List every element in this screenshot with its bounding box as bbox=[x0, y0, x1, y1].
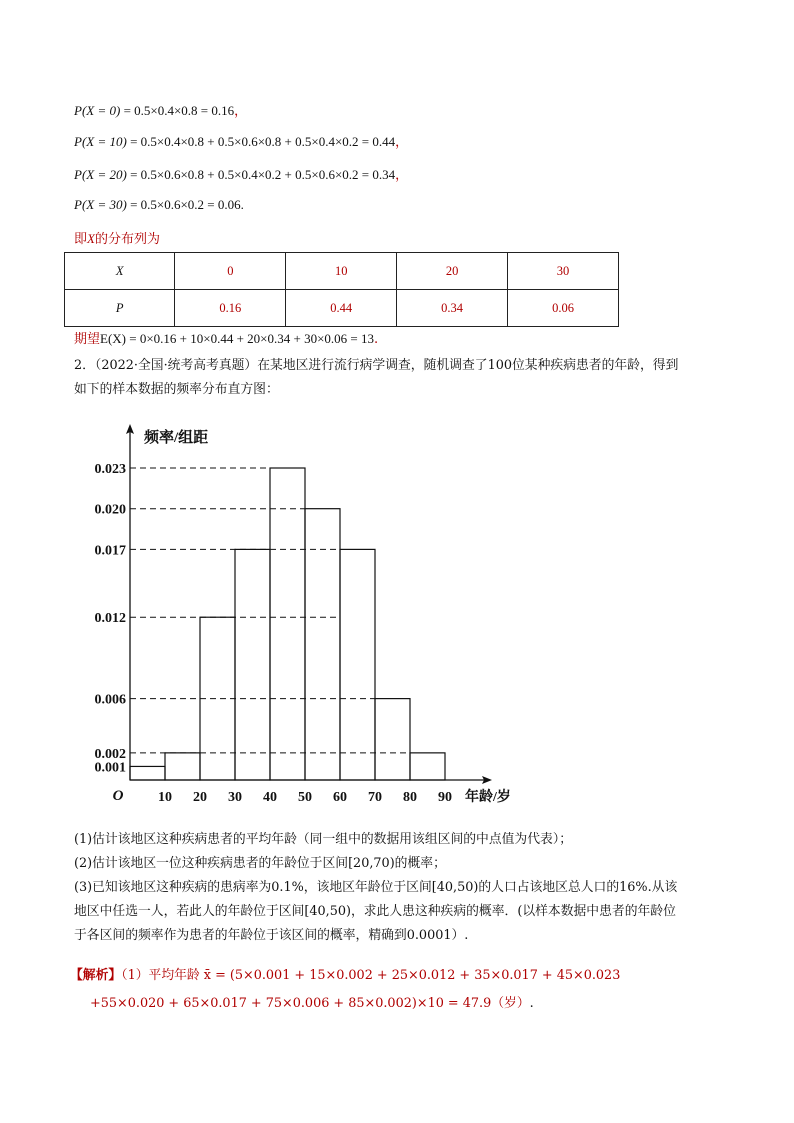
problem-number: 2． bbox=[74, 358, 95, 373]
distribution-table bbox=[64, 252, 619, 327]
question-3-line-2: 地区中任选一人，若此人的年龄位于区间[40,50)，求此人患这种疾病的概率．(以样本数据中患者的年龄位 bbox=[74, 904, 676, 919]
table-row-p: P 0.16 0.44 0.34 0.06 bbox=[65, 290, 619, 327]
x-tick-label-7: 80 bbox=[403, 790, 417, 805]
histogram-bar-3 bbox=[235, 549, 270, 780]
origin-label: O bbox=[112, 788, 124, 804]
x-tick-label-2: 30 bbox=[228, 790, 242, 805]
table-row-x: X 0 10 20 30 bbox=[65, 253, 619, 290]
solution: 【解析】（1）平均年龄 x̄ = (5×0.001 + 15×0.002 + 25×0.012 + 35×0.017 + 45×0.023 +55×0.020 + 65×0.017 + 75×0.006 + 85×0.002)×10 = 47.9（岁）. bbox=[70, 968, 621, 1011]
x-tick-label-3: 40 bbox=[263, 790, 277, 805]
prob-line-0: P(X = 0) = 0.5×0.4×0.8 = 0.16， bbox=[74, 103, 248, 118]
y-tick-label-5: 0.002 bbox=[94, 746, 126, 762]
x-tick-label-8: 90 bbox=[438, 790, 452, 805]
histogram-bar-4 bbox=[270, 468, 305, 780]
questions bbox=[74, 828, 724, 948]
problem-source: （2022·全国·统考高考真题） bbox=[94, 358, 258, 373]
question-3-line-3: 于各区间的频率作为患者的年龄位于该区间的概率，精确到0.0001）. bbox=[74, 928, 469, 943]
y-tick-label-0: 0.023 bbox=[94, 462, 126, 477]
y-tick-label-4: 0.006 bbox=[94, 692, 126, 708]
histogram-bar-8 bbox=[410, 753, 445, 780]
x-tick-label-6: 70 bbox=[368, 790, 382, 805]
x-tick-label-1: 20 bbox=[193, 790, 207, 805]
y-tick-label-6: 0.001 bbox=[94, 760, 126, 776]
prob-line-3: P(X = 30) = 0.5×0.6×0.2 = 0.06. bbox=[74, 197, 244, 212]
prob-line-2: P(X = 20) = 0.5×0.6×0.8 + 0.5×0.4×0.2 + 0.5×0.6×0.2 = 0.34， bbox=[74, 167, 409, 182]
y-tick-label-1: 0.020 bbox=[94, 502, 126, 518]
y-tick-label-2: 0.017 bbox=[94, 543, 126, 559]
histogram-bar-1 bbox=[165, 753, 200, 780]
question-2: (2)估计该地区一位这种疾病患者的年龄位于区间[20,70)的概率； bbox=[74, 856, 446, 871]
prob-line-1: P(X = 10) = 0.5×0.4×0.8 + 0.5×0.6×0.8 + 0.5×0.4×0.2 = 0.44， bbox=[74, 134, 409, 149]
y-tick-label-3: 0.012 bbox=[94, 611, 126, 627]
histogram-bar-7 bbox=[375, 699, 410, 780]
frequency-histogram bbox=[70, 420, 530, 820]
question-3-line-1: (3)已知该地区这种疾病的患病率为0.1%，该地区年龄位于区间[40,50)的人口占该地区总人口的16%.从该 bbox=[74, 880, 678, 895]
x-tick-label-5: 60 bbox=[333, 790, 347, 805]
x-tick-label-4: 50 bbox=[298, 790, 312, 805]
expectation-line: 期望E(X) = 0×0.16 + 10×0.44 + 20×0.34 + 30×0.06 = 13. bbox=[74, 331, 379, 347]
question-1: (1)估计该地区这种疾病患者的平均年龄（同一组中的数据用该组区间的中点值为代表）； bbox=[74, 832, 573, 847]
histogram-bar-0 bbox=[130, 766, 165, 780]
x-tick-label-0: 10 bbox=[158, 790, 172, 805]
x-axis-label: 年龄/岁 bbox=[465, 790, 511, 805]
y-axis-label: 频率/组距 bbox=[144, 430, 209, 446]
problem-statement: 2．（2022·全国·统考高考真题）在某地区进行流行病学调查，随机调查了100位某种疾病患者的年龄，得到 如下的样本数据的频率分布直方图： bbox=[74, 358, 679, 397]
histogram-bar-6 bbox=[340, 549, 375, 780]
distribution-heading: 即X的分布列为 bbox=[74, 231, 160, 247]
solution-tag: 【解析】 bbox=[70, 968, 122, 983]
